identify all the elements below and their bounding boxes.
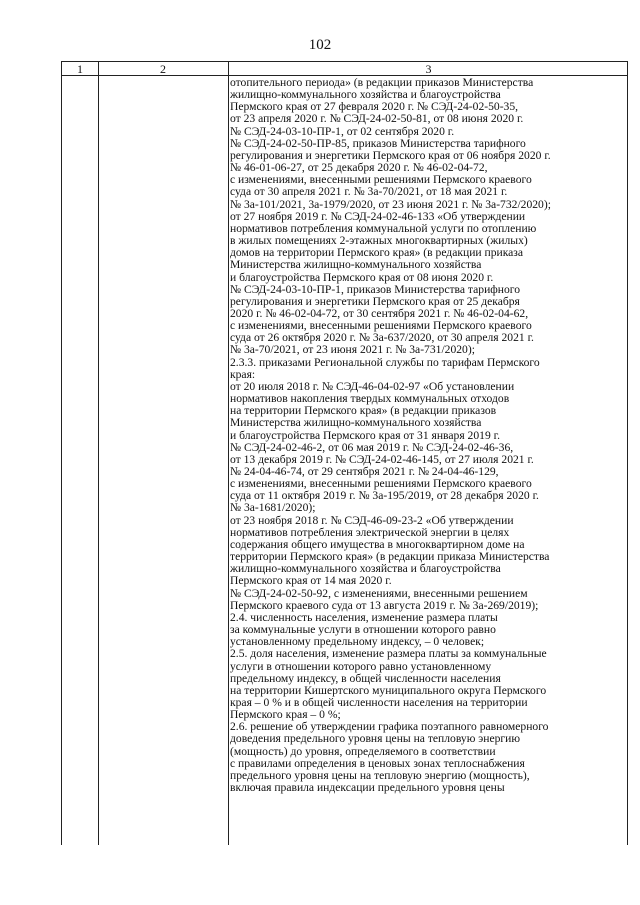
text-line: доведения предельного уровня цены на тепловую энергию	[230, 732, 521, 746]
column-divider	[98, 61, 99, 845]
text-line: с изменениями, внесенными решениями Пермского краевого	[230, 477, 532, 491]
text-line: предельного уровня цены на тепловую энергию (мощность),	[230, 768, 530, 782]
text-line: Министерства жилищно-коммунального хозяйства	[230, 258, 482, 272]
text-line: нормативов потребления электрической энергии в целях	[230, 525, 510, 539]
text-line: за коммунальные услуги в отношении которого равно	[230, 623, 496, 637]
text-line: № СЭД-24-02-50-ПР-85, приказов Министерства тарифного	[230, 136, 526, 150]
text-line: от 13 декабря 2019 г. № СЭД-24-02-46-145, от 27 июля 2021 г.	[230, 452, 534, 466]
text-line: Министерства жилищно-коммунального хозяйства	[230, 416, 482, 430]
text-line: 2.6. решение об утверждении графика поэтапного равномерного	[230, 720, 549, 734]
text-line: в жилых помещениях 2-этажных многоквартирных (жилых)	[230, 234, 528, 248]
page-number: 102	[308, 37, 332, 53]
text-line: суда от 30 апреля 2021 г. № 3а-70/2021, от 18 мая 2021 г.	[230, 185, 508, 199]
text-line: с правилами определения в ценовых зонах теплоснабжения	[230, 756, 525, 770]
text-line: № 24-04-46-74, от 29 сентября 2021 г. № 24-04-46-129,	[230, 465, 499, 478]
text-line: регулирования и энергетики Пермского края от 06 ноября 2020 г.	[230, 148, 551, 162]
text-line: нормативов потребления коммунальной услуги по отоплению	[230, 221, 537, 235]
text-line: № 3а-101/2021, 3а-1979/2020, от 23 июня 2021 г. № 3а-732/2020);	[230, 197, 551, 211]
text-line: 2020 г. № 46-02-04-72, от 30 сентября 2021 г. № 46-02-04-62,	[230, 306, 529, 320]
text-line: домов на территории Пермского края» (в редакции приказа	[230, 246, 524, 260]
text-line: предельному индексу, в общей численности населения	[230, 671, 501, 685]
text-line: Пермского края – 0 %;	[230, 708, 341, 722]
text-line: и благоустройства Пермского края от 31 января 2019 г.	[230, 428, 500, 442]
text-line: от 20 июля 2018 г. № СЭД-46-04-02-97 «Об установлении	[230, 379, 515, 393]
text-line: на территории Пермского края» (в редакции приказов	[230, 404, 497, 418]
text-line: 2.4. численность населения, изменение размера платы	[230, 610, 498, 624]
text-line: установленному предельному индексу, – 0 человек;	[230, 635, 485, 649]
text-line: и благоустройства Пермского края от 08 июня 2020 г.	[230, 270, 494, 284]
column-header-2: 2	[160, 62, 166, 76]
text-line: от 23 апреля 2020 г. № СЭД-24-02-50-81, от 08 июня 2020 г.	[230, 112, 524, 126]
text-line: Пермского края от 27 февраля 2020 г. № СЭД-24-02-50-35,	[230, 100, 519, 114]
text-line: жилищно-коммунального хозяйства и благоустройства	[230, 562, 501, 576]
text-line: 2.3.3. приказами Региональной службы по тарифам Пермского	[230, 355, 540, 369]
text-line: с изменениями, внесенными решениями Пермского краевого	[230, 173, 532, 187]
text-line: № 3а-1681/2020);	[230, 501, 316, 515]
text-line: на территории Кишертского муниципального округа Пермского	[230, 683, 547, 697]
text-line: от 27 ноября 2019 г. № СЭД-24-02-46-133 «Об утверждении	[230, 209, 526, 223]
text-line: № СЭД-24-02-50-92, с изменениями, внесенными решением	[230, 586, 528, 600]
text-line: включая правила индексации предельного уровня цены	[230, 781, 505, 795]
text-line: Пермского края от 14 мая 2020 г.	[230, 574, 392, 588]
text-line: № 46-01-06-27, от 25 декабря 2020 г. № 46-02-04-72,	[230, 161, 488, 175]
text-line: № СЭД-24-03-10-ПР-1, приказов Министерства тарифного	[230, 282, 521, 296]
text-line: Пермского краевого суда от 13 августа 2019 г. № 3а-269/2019);	[230, 598, 539, 612]
text-line: края – 0 % и в общей численности населения на территории	[230, 695, 528, 709]
text-line: услуги в отношении которого равно установленному	[230, 659, 492, 673]
document-table	[61, 61, 628, 845]
table-header-row	[62, 61, 627, 76]
column-divider	[228, 61, 229, 845]
text-line: № СЭД-24-03-10-ПР-1, от 02 сентября 2020 г.	[230, 124, 455, 138]
text-line: (мощность) до уровня, определяемого в соответствии	[230, 744, 496, 758]
text-line: жилищно-коммунального хозяйства и благоустройства	[230, 88, 501, 102]
column-header-3: 3	[425, 62, 432, 76]
text-line: суда от 11 октября 2019 г. № 3а-195/2019, от 28 декабря 2020 г.	[230, 489, 539, 503]
text-line: № 3а-70/2021, от 23 июня 2021 г. № 3а-731/2020);	[230, 343, 475, 357]
column-3-text	[230, 77, 626, 794]
text-line: отопительного периода» (в редакции приказов Министерства	[230, 76, 534, 89]
text-line: территории Пермского края» (в редакции приказа Министерства	[230, 550, 550, 564]
text-line: с изменениями, внесенными решениями Пермского краевого	[230, 319, 532, 333]
text-line: от 23 ноября 2018 г. № СЭД-46-09-23-2 «Об утверждении	[230, 513, 514, 527]
text-line: содержания общего имущества в многоквартирном доме на	[230, 537, 525, 551]
text-line: суда от 26 октября 2020 г. № 3а-637/2020, от 30 апреля 2021 г.	[230, 331, 534, 345]
text-line: № СЭД-24-02-46-2, от 06 мая 2019 г. № СЭД-24-02-46-36,	[230, 440, 514, 454]
text-line: нормативов накопления твердых коммунальных отходов	[230, 392, 510, 406]
text-line: 2.5. доля населения, изменение размера платы за коммунальные	[230, 647, 547, 661]
text-line: регулирования и энергетики Пермского края от 25 декабря	[230, 294, 520, 308]
text-line: края:	[230, 367, 256, 381]
column-header-1: 1	[77, 62, 83, 76]
